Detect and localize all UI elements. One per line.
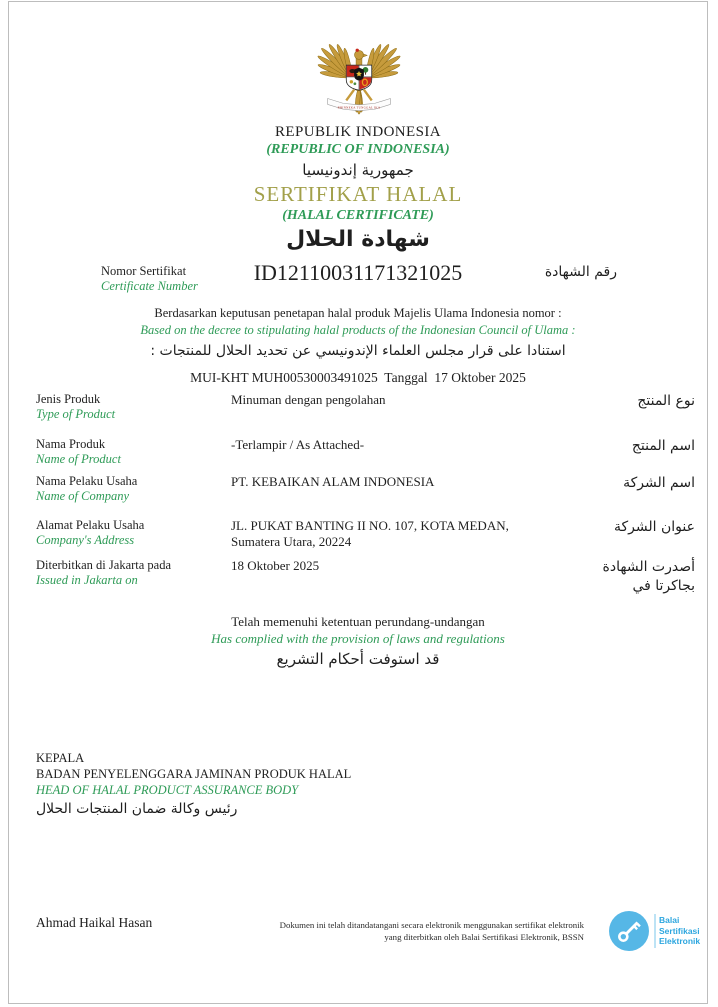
country-name-id: REPUBLIK INDONESIA — [275, 124, 441, 140]
officer-agency-en: HEAD OF HALAL PRODUCT ASSURANCE BODY — [36, 783, 299, 797]
field-company-address-value — [231, 518, 509, 550]
field-label-en: Name of Company — [36, 489, 130, 503]
field-name-of-product-label — [36, 437, 121, 467]
compliance-line-ar: قد استوفت أحكام التشريع — [276, 650, 440, 668]
compliance-line-id: Telah memenuhi ketentuan perundang-undangan — [231, 614, 485, 629]
field-label-id: Diterbitkan di Jakarta pada — [36, 558, 172, 572]
certificate-number-value: ID12110031171321025 — [253, 260, 463, 285]
certificate-number-label-id: Nomor Sertifikat — [101, 264, 187, 278]
decree-line-ar: استنادا على قرار مجلس العلماء الإندونيسي عن تحديد الحلال للمنتجات : — [150, 343, 566, 359]
field-name-of-company-label-ar: اسم الشركة — [623, 475, 695, 491]
field-type-of-product-value: Minuman dengan pengolahan — [231, 392, 386, 407]
certificate-number-label-ar: رقم الشهادة — [544, 264, 617, 280]
field-name-of-product-label-ar: اسم المنتج — [631, 438, 695, 454]
officer-agency-id: BADAN PENYELENGGARA JAMINAN PRODUK HALAL — [36, 767, 352, 781]
electronic-signature-disclaimer — [214, 920, 584, 943]
field-label-id: Alamat Pelaku Usaha — [36, 518, 145, 532]
certificate-title-ar: شهادة الحلال — [286, 227, 430, 252]
garuda-pancasila-emblem — [310, 27, 408, 119]
bse-logo-line-2: Sertifikasi — [659, 925, 700, 936]
address-line-1: JL. PUKAT BANTING II NO. 107, KOTA MEDAN, — [231, 518, 509, 533]
officer-title-kepala: KEPALA — [36, 751, 85, 765]
decree-block — [9, 305, 707, 386]
field-name-of-product-value: -Terlampir / As Attached- — [231, 437, 365, 452]
field-name-of-company-value: PT. KEBAIKAN ALAM INDONESIA — [231, 474, 435, 489]
field-label-en: Issued in Jakarta on — [36, 573, 138, 587]
certificate-title-id: SERTIFIKAT HALAL — [253, 182, 463, 206]
field-label-id: Nama Pelaku Usaha — [36, 474, 138, 488]
disclaimer-line-1: Dokumen ini telah ditandatangani secara elektronik menggunakan sertifikat elektronik — [279, 920, 584, 930]
bse-logo-line-1: Balai — [659, 915, 680, 925]
decree-line-en: Based on the decree to stipulating halal products of the Indonesian Council of Ulama : — [140, 323, 576, 337]
field-company-address-label-ar: عنوان الشركة — [614, 519, 695, 535]
country-name-ar: جمهورية إندونيسيا — [302, 161, 414, 179]
field-type-of-product-label-ar: نوع المنتج — [637, 393, 695, 409]
compliance-line-en: Has complied with the provision of laws and regulations — [211, 631, 505, 646]
compliance-block — [9, 613, 707, 671]
address-line-2: Sumatera Utara, 20224 — [231, 534, 352, 549]
certificate-title-en: (HALAL CERTIFICATE) — [282, 208, 434, 223]
bse-key-icon — [608, 910, 650, 952]
garuda-shield — [346, 65, 371, 90]
officer-block — [36, 750, 351, 820]
certificate-number-label-en: Certificate Number — [101, 279, 198, 293]
country-name-en: (REPUBLIC OF INDONESIA) — [266, 142, 450, 157]
field-issued-label-ar: أصدرت الشهادة بجاكرتا في — [602, 559, 695, 594]
bse-logo-line-3: Elektronik — [659, 936, 701, 946]
field-label-en: Company's Address — [36, 533, 135, 547]
field-label-en: Name of Product — [36, 452, 121, 466]
bse-logo-text — [659, 915, 700, 947]
certificate-page — [8, 1, 708, 1004]
field-label-en: Type of Product — [36, 407, 116, 421]
decree-reference: MUI-KHT MUH00530003491025 Tanggal 17 Oktober 2025 — [190, 370, 526, 385]
document-header — [9, 123, 707, 255]
signatory-name: Ahmad Haikal Hasan — [36, 915, 153, 930]
disclaimer-line-2: yang diterbitkan oleh Balai Sertifikasi Elektronik, BSSN — [384, 931, 584, 942]
logo-divider — [654, 914, 656, 948]
field-label-id: Nama Produk — [36, 437, 106, 451]
field-issued-label — [36, 558, 171, 588]
field-label-id: Jenis Produk — [36, 392, 101, 406]
field-name-of-company-label — [36, 474, 137, 504]
officer-agency-ar: رئيس وكالة ضمان المنتجات الحلال — [36, 801, 238, 817]
field-type-of-product-label — [36, 392, 115, 422]
emblem-motto: BHINNEKA TUNGGAL IKA — [337, 105, 381, 110]
decree-line-id: Berdasarkan keputusan penetapan halal produk Majelis Ulama Indonesia nomor : — [154, 306, 562, 320]
field-company-address-label — [36, 518, 144, 548]
field-issued-value: 18 Oktober 2025 — [231, 558, 320, 573]
